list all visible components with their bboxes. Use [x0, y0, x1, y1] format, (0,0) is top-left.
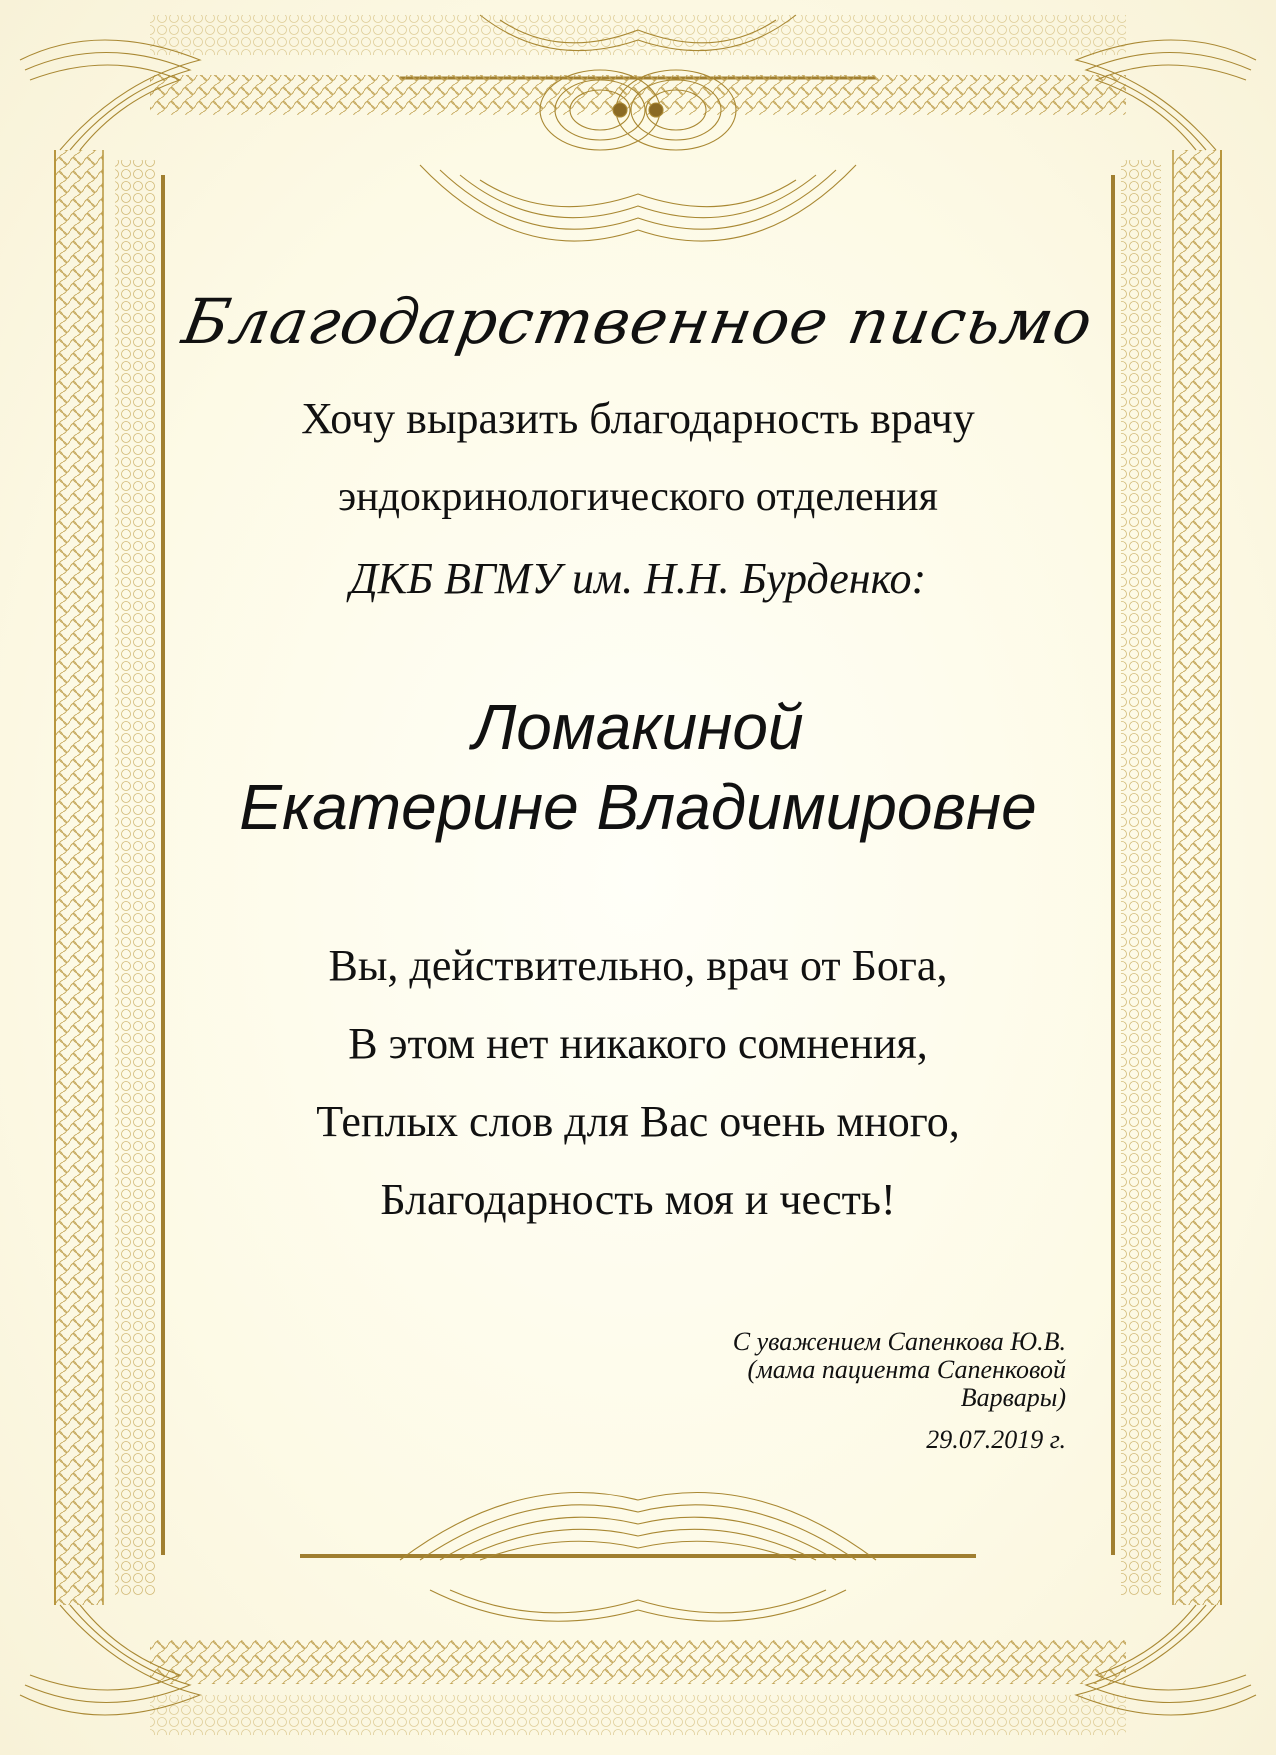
poem-line: Вы, действительно, врач от Бога,	[328, 941, 948, 990]
signature-line-2: (мама пациента Сапенковой	[747, 1355, 1066, 1384]
right-border-band	[1121, 150, 1221, 1605]
intro-line-2: эндокринологического отделения	[338, 474, 938, 520]
letter-date: 29.07.2019 г.	[926, 1425, 1066, 1454]
left-border-band	[55, 150, 155, 1605]
letter-title: Благодарственное письмо	[177, 285, 1099, 358]
poem-line: Теплых слов для Вас очень много,	[316, 1097, 960, 1146]
signature-line-3: Варвары)	[960, 1383, 1066, 1412]
poem-line: В этом нет никакого сомнения,	[348, 1019, 928, 1068]
signature-line-1: С уважением Сапенкова Ю.В.	[732, 1327, 1066, 1356]
intro-line-1: Хочу выразить благодарность врачу	[301, 394, 975, 443]
bottom-border-band	[150, 1640, 1126, 1735]
recipient-given-names: Екатерине Владимировне	[239, 771, 1037, 843]
recipient-surname: Ломакиной	[472, 691, 804, 763]
intro-line-3: ДКБ ВГМУ им. Н.Н. Бурденко:	[349, 554, 927, 603]
poem-line: Благодарность моя и честь!	[380, 1175, 896, 1224]
